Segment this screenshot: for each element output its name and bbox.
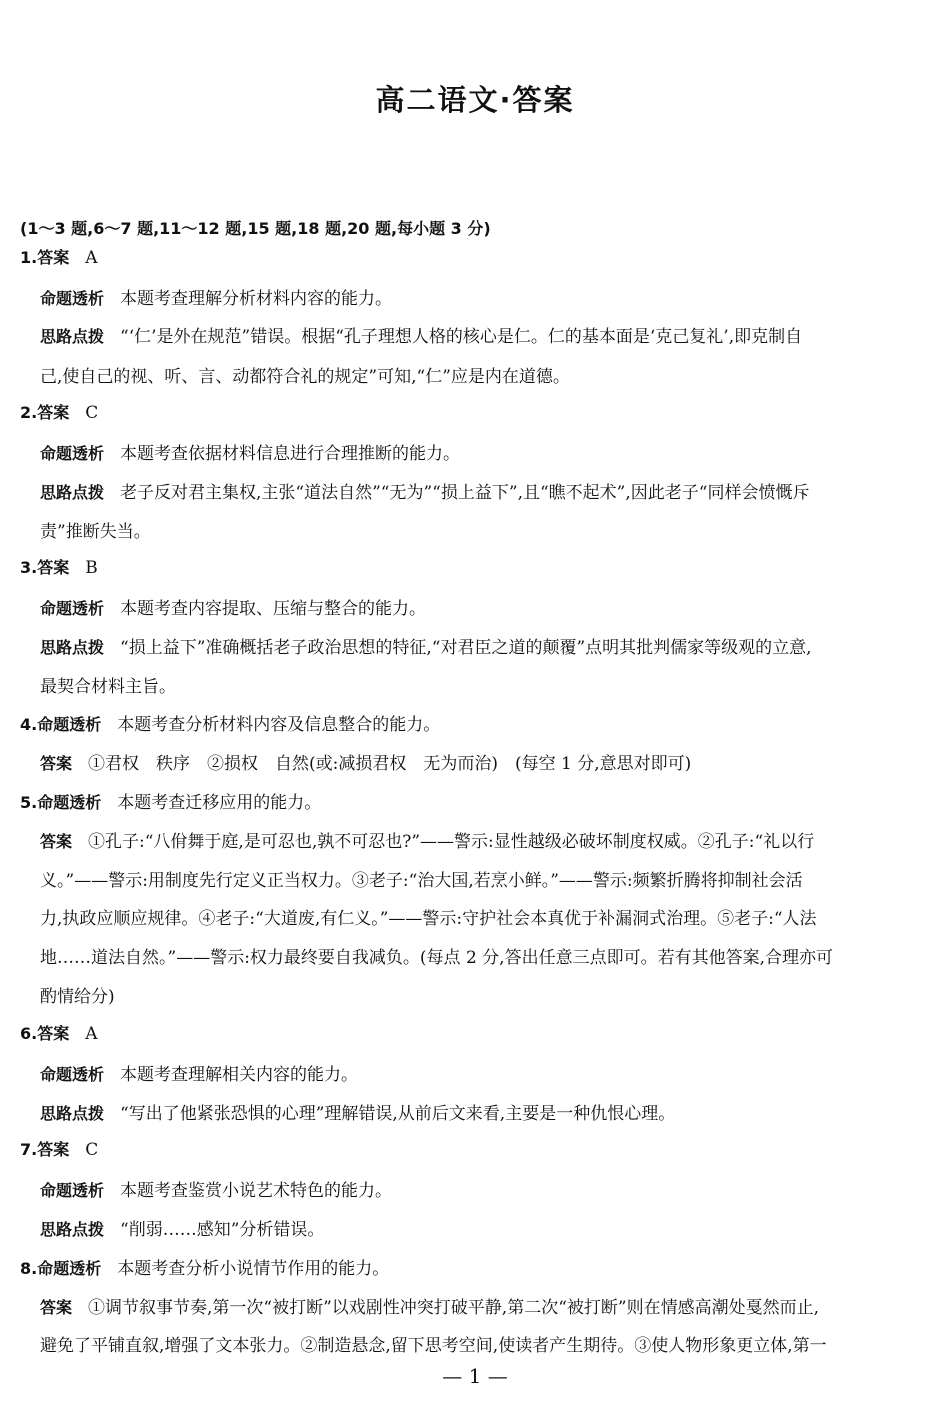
analysis-label: 命题透析: [40, 289, 105, 308]
answer-label: 答案: [37, 403, 70, 422]
q3-answer: B: [85, 558, 98, 578]
q4-analysis: 本题考查分析材料内容及信息整合的能力。: [117, 715, 441, 735]
q8-answer-l1: ①调节叙事节奏,第一次“被打断”以戏剧性冲突打破平静,第二次“被打断”则在情感高潮处戛然而止,: [88, 1298, 819, 1318]
q1-answer-line: [20, 245, 910, 268]
q3-hint-line: [40, 633, 930, 658]
answer-label: 答案: [40, 832, 73, 851]
hint-label: 思路点拨: [40, 638, 105, 657]
q1-analysis: 本题考查理解分析材料内容的能力。: [120, 289, 393, 309]
q3-analysis: 本题考查内容提取、压缩与整合的能力。: [120, 599, 427, 619]
q1-hint-l1: “‘仁’是外在规范”错误。根据“孔子理想人格的核心是仁。仁的基本面是‘克己复礼’,即克制自: [120, 327, 803, 347]
q7-analysis: 本题考查鉴赏小说艺术特色的能力。: [120, 1181, 393, 1201]
q4-answer: ①君权 秩序 ②损权 自然(或:减损君权 无为而治) (每空 1 分,意思对即可): [88, 754, 692, 774]
q6-analysis: 本题考查理解相关内容的能力。: [120, 1065, 359, 1085]
q7-hint-line: [40, 1215, 930, 1240]
page-number: — 1 —: [442, 1364, 508, 1388]
q4-answer-line: [40, 749, 930, 774]
q8-answer-line: [40, 1293, 930, 1318]
q7-number: 7.: [20, 1140, 38, 1159]
hint-label: 思路点拨: [40, 1220, 105, 1239]
analysis-label: 命题透析: [37, 793, 102, 812]
page-title: 高二语文·答案: [375, 83, 575, 117]
q8-number: 8.: [20, 1259, 38, 1278]
q2-answer-line: [20, 400, 910, 423]
answer-label: 答案: [37, 1140, 70, 1159]
answer-label: 答案: [40, 1298, 73, 1317]
q3-hint-l1: “损上益下”准确概括老子政治思想的特征,“对君臣之道的颠覆”点明其批判儒家等级观的立意,: [120, 638, 812, 658]
q5-answer-l2: 义。”——警示:用制度先行定义正当权力。③老子:“治大国,若烹小鲜。”——警示:频繁折腾将抑制社会活: [40, 871, 803, 891]
analysis-label: 命题透析: [37, 715, 102, 734]
q3-analysis-line: [40, 594, 930, 619]
q5-number: 5.: [20, 793, 38, 812]
answer-label: 答案: [37, 248, 70, 267]
q3-hint-l2: 最契合材料主旨。: [40, 677, 176, 697]
q2-number: 2.: [20, 403, 38, 422]
hint-label: 思路点拨: [40, 1104, 105, 1123]
q1-analysis-line: [40, 284, 930, 309]
answer-label: 答案: [37, 1024, 70, 1043]
q2-hint-l2: 责”推断失当。: [40, 522, 151, 542]
q4-number: 4.: [20, 715, 38, 734]
analysis-label: 命题透析: [40, 444, 105, 463]
q5-analysis-line: [20, 788, 910, 813]
q7-answer: C: [85, 1140, 99, 1160]
q2-analysis: 本题考查依据材料信息进行合理推断的能力。: [120, 444, 461, 464]
answer-label: 答案: [37, 558, 70, 577]
q3-number: 3.: [20, 558, 38, 577]
hint-label: 思路点拨: [40, 327, 105, 346]
analysis-label: 命题透析: [40, 1181, 105, 1200]
q4-analysis-line: [20, 710, 910, 735]
q8-answer-l2: 避免了平铺直叙,增强了文本张力。②制造悬念,留下思考空间,使读者产生期待。③使人物形象更立体,第一: [40, 1336, 827, 1356]
q8-analysis: 本题考查分析小说情节作用的能力。: [117, 1259, 390, 1279]
q1-hint-line: [40, 322, 930, 347]
q7-hint: “削弱……感知”分析错误。: [120, 1220, 325, 1240]
q6-number: 6.: [20, 1024, 38, 1043]
answer-label: 答案: [40, 754, 73, 773]
q7-analysis-line: [40, 1176, 930, 1201]
q6-hint-line: [40, 1099, 930, 1124]
q6-answer-line: [20, 1021, 910, 1044]
q5-answer-l3: 力,执政应顺应规律。④老子:“大道废,有仁义。”——警示:守护社会本真优于补漏洞式治理。⑤老子:“人法: [40, 909, 817, 929]
q5-analysis: 本题考查迁移应用的能力。: [117, 793, 322, 813]
q1-hint-l2: 己,使自己的视、听、言、动都符合礼的规定”可知,“仁”应是内在道德。: [40, 367, 570, 387]
q1-answer: A: [85, 248, 98, 268]
q5-answer-line: [40, 827, 930, 852]
scoring-note: (1～3 题,6～7 题,11～12 题,15 题,18 题,20 题,每小题 3 分): [20, 219, 491, 238]
q6-answer: A: [85, 1024, 98, 1044]
q6-analysis-line: [40, 1060, 930, 1085]
hint-label: 思路点拨: [40, 483, 105, 502]
q1-number: 1.: [20, 248, 38, 267]
q2-answer: C: [85, 403, 99, 423]
analysis-label: 命题透析: [40, 599, 105, 618]
q5-answer-l4: 地……道法自然。”——警示:权力最终要自我减负。(每点 2 分,答出任意三点即可。若有其他答案,合理亦可: [40, 948, 833, 968]
analysis-label: 命题透析: [37, 1259, 102, 1278]
q7-answer-line: [20, 1137, 910, 1160]
q8-analysis-line: [20, 1254, 910, 1279]
q5-answer-l5: 酌情给分): [40, 987, 115, 1007]
q6-hint: “写出了他紧张恐惧的心理”理解错误,从前后文来看,主要是一种仇恨心理。: [120, 1104, 676, 1124]
q5-answer-l1: ①孔子:“八佾舞于庭,是可忍也,孰不可忍也?”——警示:显性越级必破坏制度权威。②孔子:“礼以行: [88, 832, 815, 852]
analysis-label: 命题透析: [40, 1065, 105, 1084]
q3-answer-line: [20, 555, 910, 578]
q2-hint-l1: 老子反对君主集权,主张“道法自然”“无为”“损上益下”,且“瞧不起术”,因此老子“同样会愤慨斥: [120, 483, 810, 503]
q2-analysis-line: [40, 439, 930, 464]
q2-hint-line: [40, 478, 930, 503]
